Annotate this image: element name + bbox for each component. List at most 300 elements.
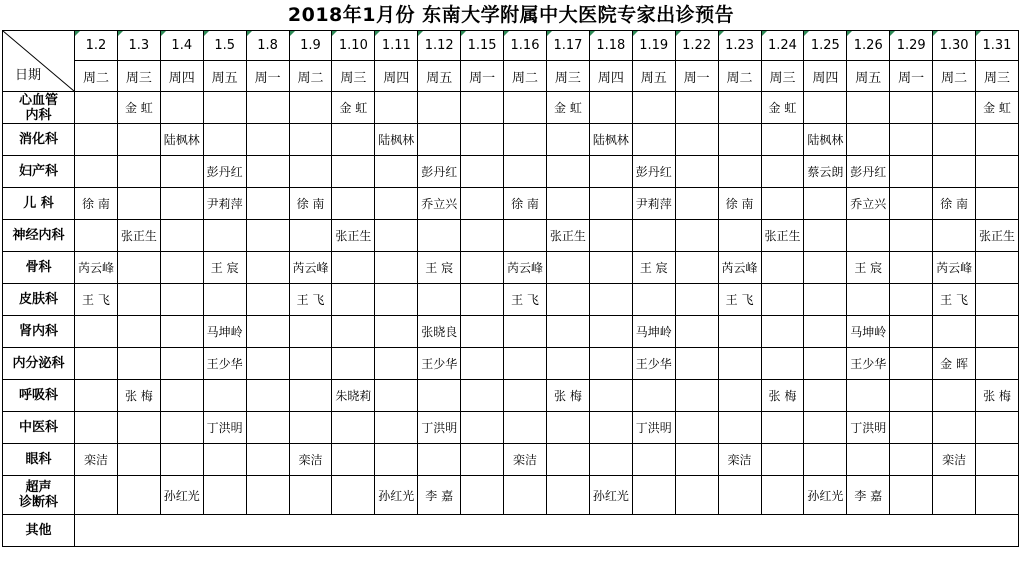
empty-cell: [890, 476, 933, 515]
empty-cell: [461, 476, 504, 515]
doctor-cell: 栾洁: [933, 444, 976, 476]
empty-cell: [632, 124, 675, 156]
date-label: 1.8: [257, 38, 278, 53]
empty-cell: [589, 188, 632, 220]
doctor-cell: 芮云峰: [75, 252, 118, 284]
empty-cell: [375, 188, 418, 220]
cell-marker-icon: [461, 31, 466, 36]
weekday-cell: 周一: [890, 61, 933, 92]
department-row: [3, 444, 1019, 476]
empty-cell: [675, 92, 718, 124]
empty-cell: [632, 92, 675, 124]
empty-cell: [375, 220, 418, 252]
empty-cell: [332, 284, 375, 316]
empty-cell: [718, 156, 761, 188]
empty-cell: [117, 252, 160, 284]
cell-marker-icon: [247, 31, 252, 36]
empty-cell: [504, 316, 547, 348]
cell-marker-icon: [75, 31, 80, 36]
date-header-cell: [75, 31, 118, 61]
empty-cell: [418, 92, 461, 124]
empty-cell: [75, 380, 118, 412]
empty-cell: [375, 348, 418, 380]
empty-cell: [246, 252, 289, 284]
department-name: 中医科: [3, 412, 75, 444]
empty-cell: [332, 124, 375, 156]
doctor-cell: 孙红光: [160, 476, 203, 515]
empty-cell: [890, 444, 933, 476]
doctor-cell: 彭丹红: [632, 156, 675, 188]
empty-cell: [461, 124, 504, 156]
empty-cell: [718, 412, 761, 444]
empty-cell: [332, 444, 375, 476]
empty-cell: [761, 284, 804, 316]
empty-cell: [75, 124, 118, 156]
doctor-cell: 蔡云朗: [804, 156, 847, 188]
empty-cell: [160, 444, 203, 476]
doctor-cell: 陆枫林: [804, 124, 847, 156]
empty-cell: [160, 380, 203, 412]
doctor-cell: 王 宸: [632, 252, 675, 284]
date-header-cell: [418, 31, 461, 61]
empty-cell: [718, 124, 761, 156]
doctor-cell: 王 飞: [933, 284, 976, 316]
doctor-cell: 王少华: [632, 348, 675, 380]
department-row: [3, 515, 1019, 547]
empty-cell: [289, 348, 332, 380]
empty-cell: [289, 412, 332, 444]
empty-cell: [504, 92, 547, 124]
date-header-cell: [804, 31, 847, 61]
empty-cell: [375, 284, 418, 316]
empty-cell: [160, 92, 203, 124]
empty-cell: [804, 316, 847, 348]
empty-cell: [675, 316, 718, 348]
doctor-cell: 王 宸: [847, 252, 890, 284]
doctor-cell: 栾洁: [289, 444, 332, 476]
date-header-cell: [632, 31, 675, 61]
date-label: 1.19: [639, 38, 669, 53]
doctor-cell: 王少华: [203, 348, 246, 380]
date-header-cell: [718, 31, 761, 61]
empty-cell: [589, 252, 632, 284]
empty-cell: [761, 316, 804, 348]
weekday-cell: 周三: [761, 61, 804, 92]
empty-cell: [160, 156, 203, 188]
doctor-cell: 孙红光: [589, 476, 632, 515]
empty-cell: [203, 124, 246, 156]
department-row: [3, 252, 1019, 284]
empty-cell: [589, 348, 632, 380]
empty-cell: [976, 412, 1019, 444]
weekday-cell: 周三: [546, 61, 589, 92]
empty-cell: [546, 156, 589, 188]
date-label: 1.9: [300, 38, 321, 53]
empty-cell: [160, 252, 203, 284]
weekday-cell: 周四: [160, 61, 203, 92]
empty-cell: [718, 316, 761, 348]
other-notes-cell: [75, 515, 1019, 547]
doctor-cell: 王 宸: [203, 252, 246, 284]
doctor-cell: 张 梅: [976, 380, 1019, 412]
department-name: 神经内科: [3, 220, 75, 252]
empty-cell: [504, 156, 547, 188]
doctor-cell: 丁洪明: [847, 412, 890, 444]
empty-cell: [718, 92, 761, 124]
date-header-cell: [976, 31, 1019, 61]
weekday-cell: 周三: [976, 61, 1019, 92]
empty-cell: [976, 348, 1019, 380]
empty-cell: [847, 284, 890, 316]
weekday-cell: 周五: [847, 61, 890, 92]
empty-cell: [461, 412, 504, 444]
doctor-cell: 徐 南: [504, 188, 547, 220]
department-row: [3, 220, 1019, 252]
empty-cell: [504, 348, 547, 380]
empty-cell: [546, 188, 589, 220]
empty-cell: [160, 412, 203, 444]
weekday-cell: 周二: [933, 61, 976, 92]
empty-cell: [75, 412, 118, 444]
department-row: [3, 124, 1019, 156]
empty-cell: [332, 316, 375, 348]
doctor-cell: 王 飞: [289, 284, 332, 316]
empty-cell: [75, 220, 118, 252]
cell-marker-icon: [933, 31, 938, 36]
cell-marker-icon: [118, 31, 123, 36]
cell-marker-icon: [890, 31, 895, 36]
empty-cell: [160, 284, 203, 316]
empty-cell: [632, 444, 675, 476]
doctor-cell: 张 梅: [761, 380, 804, 412]
empty-cell: [976, 476, 1019, 515]
empty-cell: [461, 444, 504, 476]
empty-cell: [203, 380, 246, 412]
department-name: 超声 诊断科: [3, 476, 75, 515]
empty-cell: [589, 380, 632, 412]
empty-cell: [246, 220, 289, 252]
empty-cell: [546, 348, 589, 380]
cell-marker-icon: [504, 31, 509, 36]
empty-cell: [632, 380, 675, 412]
date-header-cell: [203, 31, 246, 61]
empty-cell: [718, 348, 761, 380]
empty-cell: [804, 348, 847, 380]
empty-cell: [718, 220, 761, 252]
empty-cell: [761, 124, 804, 156]
cell-marker-icon: [719, 31, 724, 36]
empty-cell: [75, 316, 118, 348]
date-header-label: 日期: [15, 68, 42, 83]
date-header-cell: [375, 31, 418, 61]
empty-cell: [246, 412, 289, 444]
empty-cell: [246, 444, 289, 476]
weekday-cell: 周五: [632, 61, 675, 92]
date-header-cell: [504, 31, 547, 61]
empty-cell: [160, 348, 203, 380]
doctor-cell: 金 晖: [933, 348, 976, 380]
date-header-cell: [117, 31, 160, 61]
date-header-cell: [933, 31, 976, 61]
empty-cell: [117, 284, 160, 316]
empty-cell: [375, 380, 418, 412]
doctor-cell: 张正生: [761, 220, 804, 252]
doctor-cell: 马坤岭: [632, 316, 675, 348]
empty-cell: [418, 124, 461, 156]
empty-cell: [589, 412, 632, 444]
empty-cell: [117, 316, 160, 348]
empty-cell: [804, 92, 847, 124]
cell-marker-icon: [762, 31, 767, 36]
empty-cell: [933, 156, 976, 188]
empty-cell: [246, 476, 289, 515]
empty-cell: [117, 348, 160, 380]
cell-marker-icon: [633, 31, 638, 36]
empty-cell: [375, 92, 418, 124]
empty-cell: [75, 348, 118, 380]
empty-cell: [890, 348, 933, 380]
empty-cell: [890, 220, 933, 252]
doctor-cell: 尹莉萍: [203, 188, 246, 220]
empty-cell: [675, 412, 718, 444]
empty-cell: [761, 476, 804, 515]
date-label: 1.16: [510, 38, 540, 53]
empty-cell: [933, 124, 976, 156]
empty-cell: [75, 156, 118, 188]
empty-cell: [289, 156, 332, 188]
empty-cell: [890, 252, 933, 284]
doctor-cell: 金 虹: [976, 92, 1019, 124]
cell-marker-icon: [590, 31, 595, 36]
department-name: 其他: [3, 515, 75, 547]
department-row: [3, 156, 1019, 188]
empty-cell: [504, 220, 547, 252]
date-label: 1.23: [725, 38, 755, 53]
empty-cell: [847, 92, 890, 124]
cell-marker-icon: [418, 31, 423, 36]
empty-cell: [289, 220, 332, 252]
empty-cell: [589, 156, 632, 188]
doctor-cell: 张正生: [546, 220, 589, 252]
empty-cell: [546, 252, 589, 284]
department-row: [3, 348, 1019, 380]
empty-cell: [589, 92, 632, 124]
empty-cell: [246, 380, 289, 412]
empty-cell: [504, 412, 547, 444]
empty-cell: [75, 476, 118, 515]
department-name: 骨科: [3, 252, 75, 284]
date-label: 1.24: [767, 38, 797, 53]
empty-cell: [675, 220, 718, 252]
empty-cell: [246, 284, 289, 316]
doctor-cell: 陆枫林: [589, 124, 632, 156]
empty-cell: [203, 444, 246, 476]
empty-cell: [675, 348, 718, 380]
empty-cell: [718, 476, 761, 515]
doctor-cell: 金 虹: [332, 92, 375, 124]
empty-cell: [332, 252, 375, 284]
weekday-cell: 周三: [332, 61, 375, 92]
empty-cell: [246, 92, 289, 124]
date-label: 1.31: [982, 38, 1012, 53]
cell-marker-icon: [547, 31, 552, 36]
doctor-cell: 王 宸: [418, 252, 461, 284]
date-label: 1.30: [939, 38, 969, 53]
empty-cell: [117, 476, 160, 515]
empty-cell: [933, 380, 976, 412]
date-header-cell: [160, 31, 203, 61]
cell-marker-icon: [804, 31, 809, 36]
department-row: [3, 284, 1019, 316]
date-label: 1.22: [682, 38, 712, 53]
empty-cell: [933, 412, 976, 444]
empty-cell: [289, 316, 332, 348]
cell-marker-icon: [161, 31, 166, 36]
empty-cell: [461, 220, 504, 252]
empty-cell: [804, 284, 847, 316]
empty-cell: [761, 348, 804, 380]
empty-cell: [375, 316, 418, 348]
empty-cell: [933, 316, 976, 348]
date-label: 1.3: [128, 38, 150, 53]
empty-cell: [675, 444, 718, 476]
empty-cell: [160, 188, 203, 220]
empty-cell: [976, 252, 1019, 284]
empty-cell: [675, 252, 718, 284]
empty-cell: [504, 124, 547, 156]
empty-cell: [117, 188, 160, 220]
cell-marker-icon: [375, 31, 380, 36]
department-name: 肾内科: [3, 316, 75, 348]
empty-cell: [246, 188, 289, 220]
empty-cell: [976, 188, 1019, 220]
empty-cell: [546, 316, 589, 348]
empty-cell: [203, 284, 246, 316]
doctor-cell: 张 梅: [117, 380, 160, 412]
empty-cell: [546, 284, 589, 316]
empty-cell: [289, 124, 332, 156]
empty-cell: [933, 220, 976, 252]
empty-cell: [632, 220, 675, 252]
empty-cell: [546, 444, 589, 476]
empty-cell: [203, 476, 246, 515]
empty-cell: [976, 124, 1019, 156]
empty-cell: [933, 92, 976, 124]
doctor-cell: 王 飞: [718, 284, 761, 316]
date-label: 1.5: [214, 38, 236, 53]
empty-cell: [589, 220, 632, 252]
empty-cell: [375, 444, 418, 476]
schedule-table: [2, 30, 1019, 547]
department-name: 内分泌科: [3, 348, 75, 380]
cell-marker-icon: [332, 31, 337, 36]
cell-marker-icon: [290, 31, 295, 36]
doctor-cell: 王 飞: [504, 284, 547, 316]
doctor-cell: 王少华: [418, 348, 461, 380]
cell-marker-icon: [976, 31, 981, 36]
doctor-cell: 尹莉萍: [632, 188, 675, 220]
date-label: 1.18: [596, 38, 626, 53]
date-header-cell: [847, 31, 890, 61]
empty-cell: [246, 156, 289, 188]
empty-cell: [117, 444, 160, 476]
empty-cell: [332, 348, 375, 380]
department-name: 儿 科: [3, 188, 75, 220]
empty-cell: [804, 220, 847, 252]
empty-cell: [461, 348, 504, 380]
empty-cell: [418, 380, 461, 412]
doctor-cell: 王少华: [847, 348, 890, 380]
date-header-cell: [546, 31, 589, 61]
date-label: 1.15: [467, 38, 497, 53]
weekday-cell: 周四: [375, 61, 418, 92]
doctor-cell: 徐 南: [718, 188, 761, 220]
empty-cell: [933, 476, 976, 515]
doctor-cell: 陆枫林: [375, 124, 418, 156]
empty-cell: [75, 92, 118, 124]
department-name: 妇产科: [3, 156, 75, 188]
empty-cell: [675, 188, 718, 220]
doctor-cell: 徐 南: [75, 188, 118, 220]
empty-cell: [546, 476, 589, 515]
empty-cell: [761, 412, 804, 444]
empty-cell: [461, 188, 504, 220]
empty-cell: [589, 316, 632, 348]
empty-cell: [160, 220, 203, 252]
empty-cell: [890, 124, 933, 156]
empty-cell: [246, 348, 289, 380]
doctor-cell: 徐 南: [933, 188, 976, 220]
department-name: 眼科: [3, 444, 75, 476]
date-header-cell: [890, 31, 933, 61]
doctor-cell: 乔立兴: [418, 188, 461, 220]
empty-cell: [804, 380, 847, 412]
doctor-cell: 张晓良: [418, 316, 461, 348]
department-name: 心血管 内科: [3, 92, 75, 124]
empty-cell: [804, 444, 847, 476]
date-label: 1.2: [85, 38, 107, 53]
empty-cell: [246, 316, 289, 348]
date-label: 1.10: [338, 38, 368, 53]
doctor-cell: 陆枫林: [160, 124, 203, 156]
empty-cell: [761, 252, 804, 284]
department-row: [3, 92, 1019, 124]
date-label: 1.26: [853, 38, 883, 53]
doctor-cell: 丁洪明: [203, 412, 246, 444]
empty-cell: [804, 252, 847, 284]
empty-cell: [117, 412, 160, 444]
weekday-cell: 周二: [718, 61, 761, 92]
weekday-cell: 周一: [246, 61, 289, 92]
empty-cell: [504, 476, 547, 515]
weekday-cell: 周二: [504, 61, 547, 92]
doctor-cell: 金 虹: [546, 92, 589, 124]
weekday-cell: 周一: [675, 61, 718, 92]
date-label: 1.29: [896, 38, 926, 53]
doctor-cell: 李 嘉: [847, 476, 890, 515]
doctor-cell: 朱晓莉: [332, 380, 375, 412]
department-row: [3, 412, 1019, 444]
department-name: 皮肤科: [3, 284, 75, 316]
empty-cell: [332, 188, 375, 220]
doctor-cell: 孙红光: [375, 476, 418, 515]
empty-cell: [976, 316, 1019, 348]
page-title: 2018年1月份 东南大学附属中大医院专家出诊预告: [287, 4, 735, 26]
department-row: [3, 188, 1019, 220]
empty-cell: [289, 476, 332, 515]
empty-cell: [632, 476, 675, 515]
doctor-cell: 彭丹红: [418, 156, 461, 188]
